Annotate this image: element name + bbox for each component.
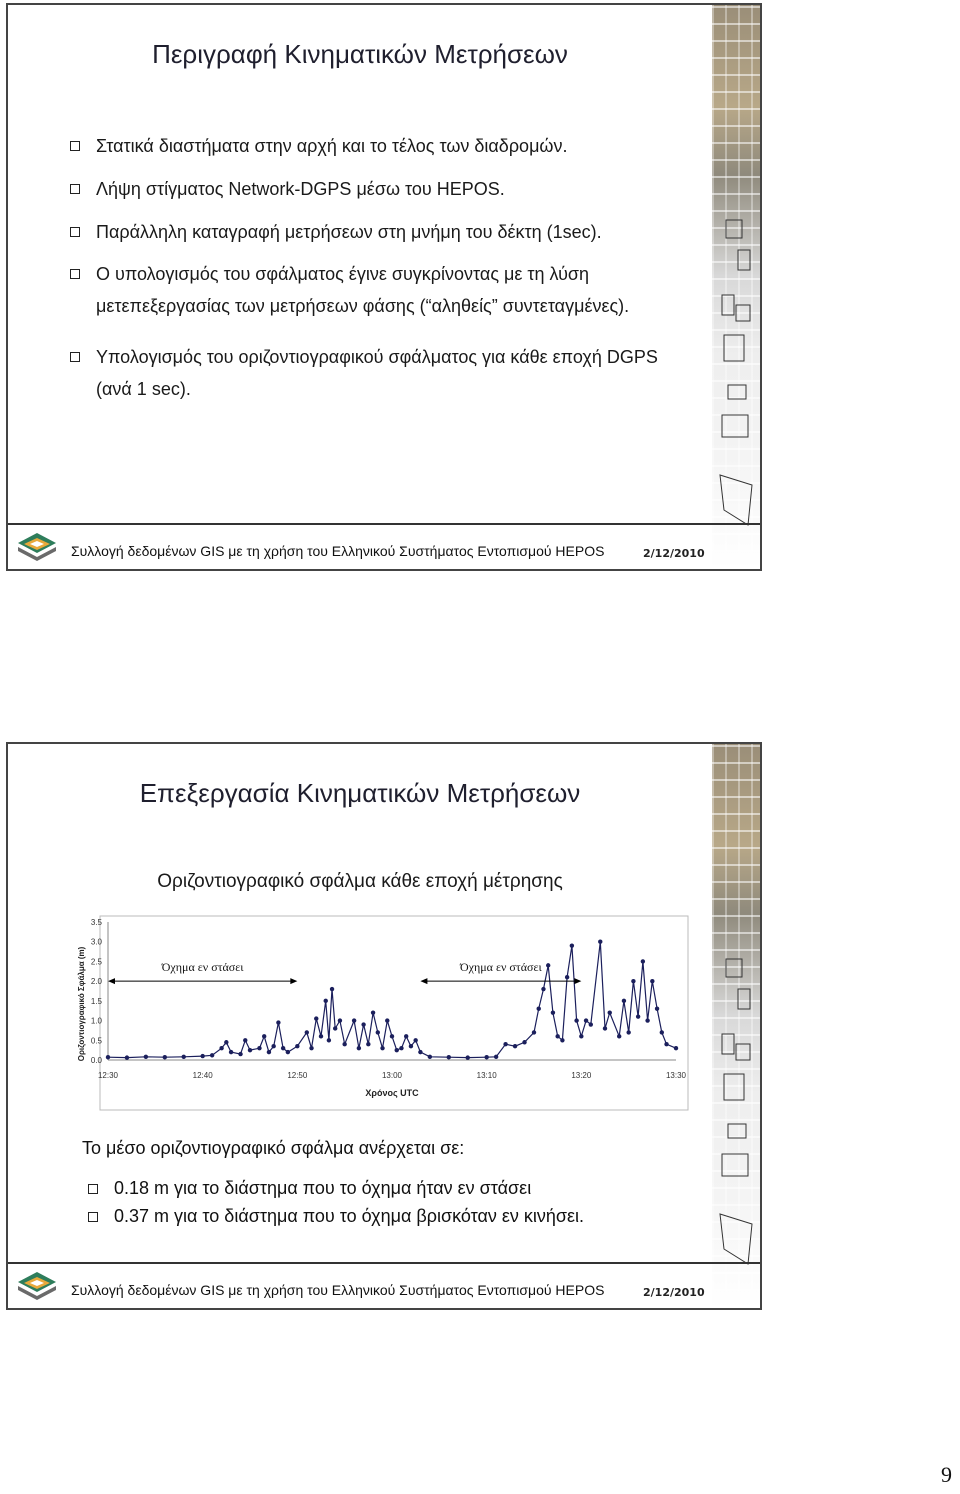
data-point: [248, 1048, 252, 1052]
data-point: [650, 979, 654, 983]
footer: [8, 525, 760, 569]
data-point: [106, 1055, 110, 1059]
checkbox-bullet-icon: [88, 1212, 98, 1222]
data-point: [484, 1055, 488, 1059]
data-point: [584, 1018, 588, 1022]
data-point: [338, 1018, 342, 1022]
data-point: [413, 1038, 417, 1042]
data-point: [262, 1034, 266, 1038]
data-point: [399, 1046, 403, 1050]
data-point: [342, 1042, 346, 1046]
data-point: [404, 1034, 408, 1038]
data-point: [574, 1018, 578, 1022]
parcel-map-overlay: [718, 5, 754, 569]
bullet-item: Ο υπολογισμός του σφάλματος έγινε συγκρίνοντας με τη λύση μετεπεξεργασίας των μετρήσεων φάσης (“αληθείς” συντεταγμένες).: [70, 258, 690, 322]
data-point: [674, 1046, 678, 1050]
data-point: [409, 1044, 413, 1048]
checkbox-bullet-icon: [70, 352, 80, 362]
x-tick-label: 13:00: [381, 1071, 403, 1080]
data-point: [376, 1030, 380, 1034]
x-tick-label: 13:20: [571, 1071, 592, 1080]
bullet-item: Υπολογισμός του οριζοντιογραφικού σφάλματος για κάθε εποχή DGPS (ανά 1 sec).: [70, 341, 690, 405]
data-point: [626, 1030, 630, 1034]
bullet-item: Λήψη στίγματος Network-DGPS μέσω του HEPOS.: [70, 178, 690, 200]
data-point: [395, 1048, 399, 1052]
data-point: [447, 1055, 451, 1059]
data-point: [664, 1042, 668, 1046]
checkbox-bullet-icon: [70, 184, 80, 194]
data-point: [361, 1022, 365, 1026]
data-point: [565, 975, 569, 979]
x-axis-label: Χρόνος UTC: [365, 1088, 419, 1098]
data-point: [257, 1046, 261, 1050]
data-point: [570, 943, 574, 947]
footer: [8, 1264, 760, 1308]
data-point: [645, 1018, 649, 1022]
data-point: [238, 1052, 242, 1056]
data-point: [324, 999, 328, 1003]
x-tick-label: 12:50: [287, 1071, 308, 1080]
data-point: [617, 1034, 621, 1038]
slide-2: [6, 742, 762, 1310]
data-point: [385, 1018, 389, 1022]
data-point: [418, 1050, 422, 1054]
data-point: [390, 1034, 394, 1038]
bullet-item: Στατικά διαστήματα στην αρχή και το τέλος των διαδρομών.: [70, 135, 690, 157]
scatter-chart-svg: [72, 914, 690, 1112]
checkbox-bullet-icon: [70, 269, 80, 279]
data-point: [276, 1020, 280, 1024]
data-point: [655, 1007, 659, 1011]
data-point: [352, 1018, 356, 1022]
y-tick-label: 3.5: [90, 918, 102, 927]
data-point: [200, 1054, 204, 1058]
data-point: [380, 1046, 384, 1050]
data-point: [224, 1040, 228, 1044]
bullet-item: Παράλληλη καταγραφή μετρήσεων στη μνήμη του δέκτη (1sec).: [70, 221, 690, 243]
parcel-map-overlay: [718, 744, 754, 1308]
data-point: [219, 1046, 223, 1050]
data-point: [541, 987, 545, 991]
data-point: [522, 1040, 526, 1044]
footer-text: Συλλογή δεδομένων GIS με τη χρήση του Ελληνικού Συστήματος Εντοπισμού HEPOS: [71, 1282, 605, 1298]
data-point: [494, 1055, 498, 1059]
y-axis-label: Οριζοντιογραφικό Σφάλμα (m): [77, 946, 86, 1062]
annotation-label: Όχημα εν στάσει: [459, 960, 542, 975]
data-point: [503, 1042, 507, 1046]
footer-date: 2/12/2010: [643, 1286, 705, 1299]
bullet-list: [70, 135, 690, 413]
summary-intro: Το μέσο οριζοντιογραφικό σφάλμα ανέρχεται σε:: [82, 1138, 465, 1158]
y-tick-label: 2.0: [90, 977, 102, 987]
data-point: [589, 1022, 593, 1026]
data-point: [631, 979, 635, 983]
checkbox-bullet-icon: [70, 141, 80, 151]
data-point: [330, 987, 334, 991]
y-tick-label: 1.0: [90, 1016, 102, 1026]
y-tick-label: 3.0: [90, 937, 102, 947]
data-point: [243, 1038, 247, 1042]
error-chart: [72, 914, 690, 1112]
data-point: [579, 1034, 583, 1038]
checkbox-bullet-icon: [88, 1184, 98, 1194]
hepos-logo-icon: [16, 1268, 58, 1302]
data-point: [314, 1016, 318, 1020]
data-point: [513, 1044, 517, 1048]
bullet-item: 0.18 m για το διάστημα που το όχημα ήταν εν στάσει: [88, 1174, 584, 1202]
bullet-item: 0.37 m για το διάστημα που το όχημα βρισκόταν εν κινήσει.: [88, 1202, 584, 1230]
x-tick-label: 12:30: [97, 1071, 119, 1080]
y-tick-label: 0.5: [90, 1036, 102, 1046]
data-point: [598, 940, 602, 944]
summary-bullets: [88, 1174, 584, 1230]
data-point: [144, 1055, 148, 1059]
data-point: [357, 1046, 361, 1050]
data-point: [267, 1050, 271, 1054]
data-point: [603, 1026, 607, 1030]
data-point: [371, 1010, 375, 1014]
x-tick-label: 13:10: [476, 1071, 497, 1080]
y-tick-label: 2.5: [90, 957, 102, 967]
x-tick-label: 13:30: [665, 1071, 687, 1080]
data-point: [555, 1034, 559, 1038]
data-point: [660, 1030, 664, 1034]
data-point: [532, 1030, 536, 1034]
data-point: [309, 1046, 313, 1050]
slide-1: [6, 3, 762, 571]
slide-title: Περιγραφή Κινηματικών Μετρήσεων: [152, 39, 568, 69]
data-point: [641, 959, 645, 963]
data-point: [182, 1055, 186, 1059]
data-point: [551, 1010, 555, 1014]
data-point: [210, 1053, 214, 1057]
data-point: [295, 1044, 299, 1048]
data-point: [622, 999, 626, 1003]
data-point: [125, 1055, 129, 1059]
data-point: [286, 1050, 290, 1054]
data-point: [428, 1055, 432, 1059]
data-point: [608, 1010, 612, 1014]
annotation-label: Όχημα εν στάσει: [161, 960, 244, 975]
y-tick-label: 1.5: [90, 996, 102, 1006]
data-point: [319, 1034, 323, 1038]
data-point: [163, 1055, 167, 1059]
data-point: [333, 1026, 337, 1030]
page-number: 9: [941, 1462, 952, 1487]
data-point: [466, 1055, 470, 1059]
x-tick-label: 12:40: [192, 1071, 213, 1080]
data-point: [305, 1030, 309, 1034]
data-point: [560, 1038, 564, 1042]
data-point: [537, 1007, 541, 1011]
footer-date: 2/12/2010: [643, 547, 705, 560]
footer-text: Συλλογή δεδομένων GIS με τη χρήση του Ελληνικού Συστήματος Εντοπισμού HEPOS: [71, 543, 605, 559]
data-point: [271, 1044, 275, 1048]
data-point: [281, 1046, 285, 1050]
data-point: [229, 1050, 233, 1054]
slide-title: Επεξεργασία Κινηματικών Μετρήσεων: [139, 778, 581, 808]
data-point: [366, 1042, 370, 1046]
chart-subtitle: Οριζοντιογραφικό σφάλμα κάθε εποχή μέτρησης: [157, 871, 563, 892]
checkbox-bullet-icon: [70, 227, 80, 237]
hepos-logo-icon: [16, 529, 58, 563]
y-tick-label: 0.0: [90, 1056, 102, 1065]
data-point: [546, 963, 550, 967]
data-point: [636, 1014, 640, 1018]
data-point: [327, 1038, 331, 1042]
